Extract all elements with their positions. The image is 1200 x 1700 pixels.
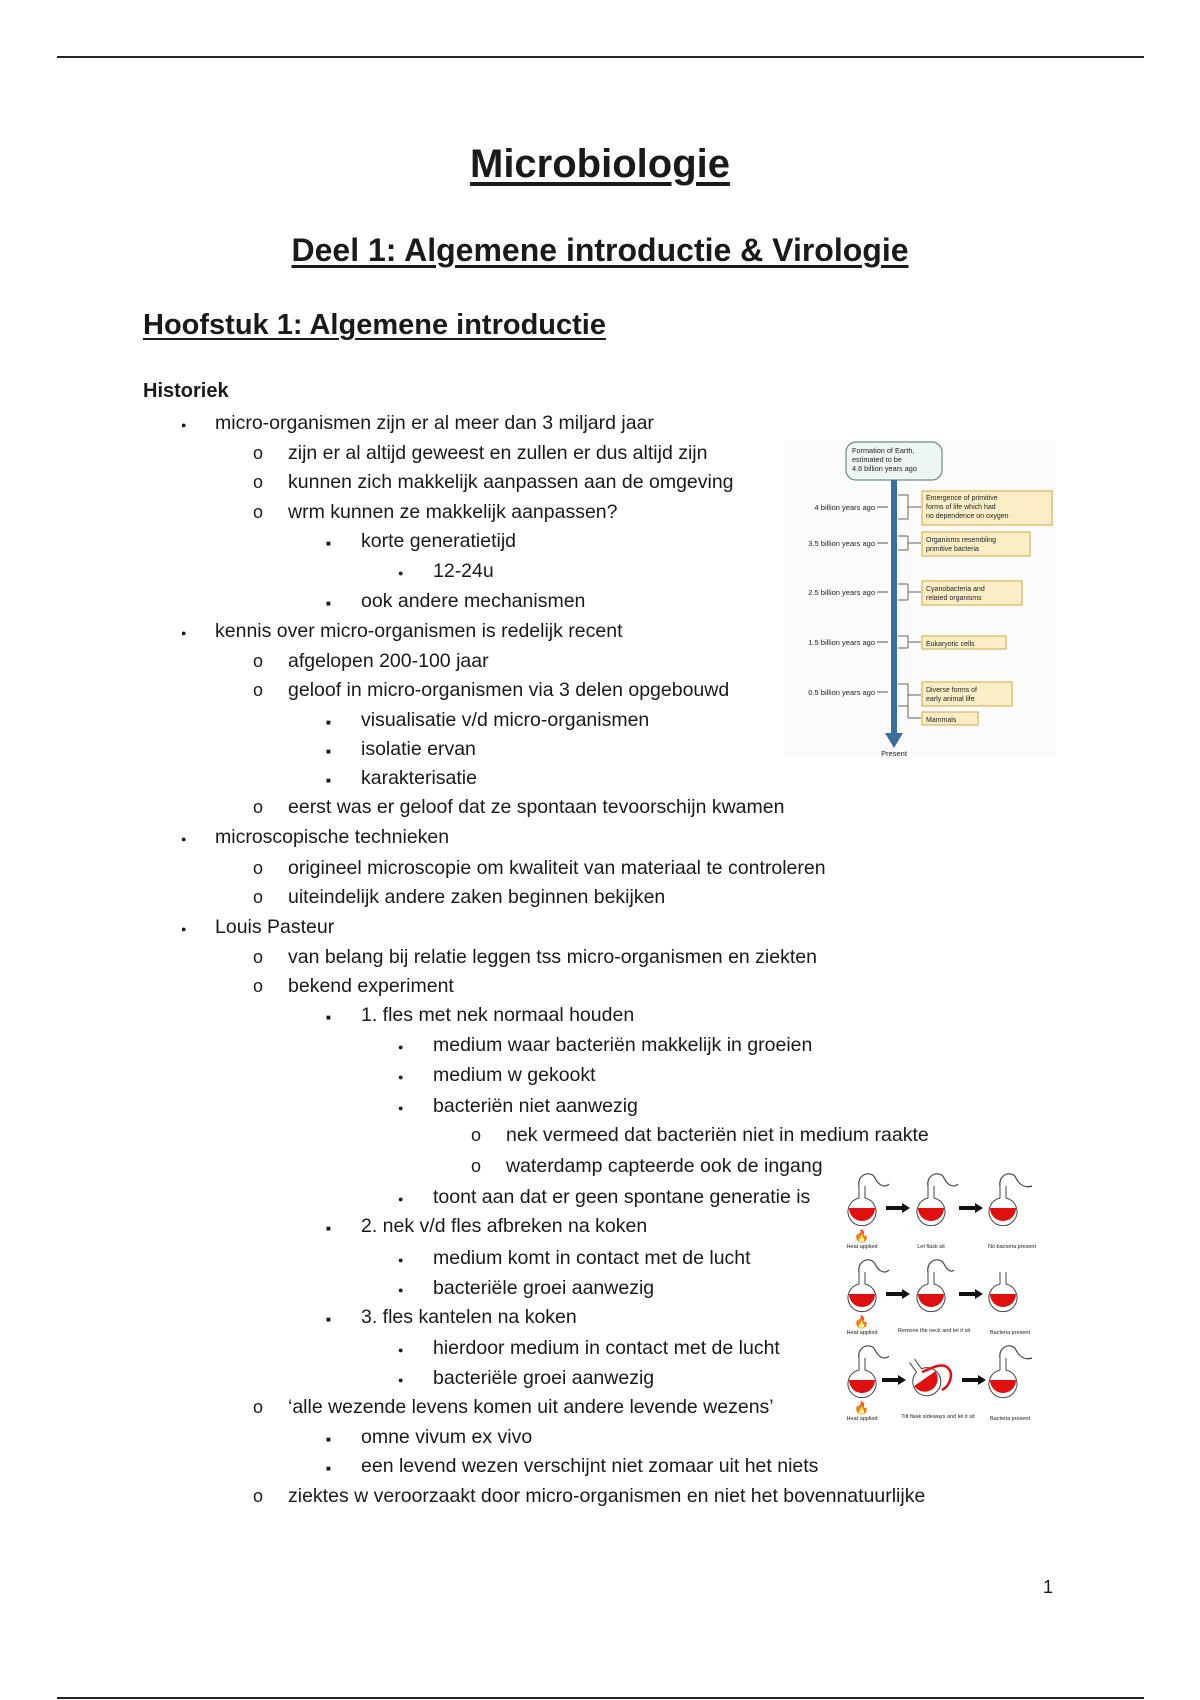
list-item: bacteriële groei aanwezig [433, 1367, 655, 1389]
flask-row-1 [847, 1174, 1037, 1250]
list-item: korte generatietijd [361, 530, 517, 552]
bullet-square-icon [326, 529, 331, 556]
list-item: medium w gekookt [433, 1064, 596, 1086]
bullet-circle-icon [253, 500, 263, 525]
list-item: omne vivum ex vivo [361, 1426, 533, 1448]
arrow-icon [882, 1378, 898, 1382]
list-item: van belang bij relatie leggen tss micro-organismen en ziekten [288, 946, 817, 968]
list-item: uiteindelijk andere zaken beginnen bekijken [288, 886, 666, 908]
bullet-circle-icon [253, 795, 263, 820]
bullet-disc-icon [398, 1366, 403, 1392]
list-item: kennis over micro-organismen is redelijk recent [215, 620, 623, 642]
bullet-square-icon [326, 1214, 331, 1241]
bullet-circle-icon [253, 974, 263, 999]
flask-caption: Heat applied [846, 1416, 878, 1422]
timeline-start-label: Formation of Earth, estimated to be 4.6 billion years ago [852, 446, 917, 473]
timeline-event-label: Mammals [926, 717, 957, 724]
list-item: 3. fles kantelen na koken [361, 1306, 577, 1328]
bullet-square-icon [326, 1425, 331, 1452]
list-item: hierdoor medium in contact met de lucht [433, 1337, 780, 1359]
arrow-icon [886, 1206, 902, 1210]
bullet-circle-icon [253, 1395, 263, 1420]
list-item: microscopische technieken [215, 826, 450, 848]
bullet-circle-icon [253, 945, 263, 970]
list-item: bacteriën niet aanwezig [433, 1095, 638, 1117]
list-item: kunnen zich makkelijk aanpassen aan de omgeving [288, 471, 734, 493]
bullet-disc-icon [398, 1276, 403, 1302]
timeline-time-label: 1.5 billion years ago [808, 638, 875, 647]
flask-caption: Heat applied [846, 1244, 878, 1250]
bullet-disc-icon [181, 411, 186, 437]
flask-caption: No bacteria present [988, 1244, 1036, 1250]
bullet-square-icon [326, 1454, 331, 1481]
list-item: bacteriële groei aanwezig [433, 1277, 655, 1299]
bullet-square-icon [326, 1305, 331, 1332]
document-title: Microbiologie [470, 142, 730, 186]
list-item: ziektes w veroorzaakt door micro-organismen en niet het bovennatuurlijke [288, 1485, 926, 1507]
list-item: geloof in micro-organismen via 3 delen opgebouwd [288, 679, 730, 701]
list-item: 12-24u [433, 560, 494, 582]
bullet-square-icon [326, 737, 331, 764]
page-number: 1 [1043, 1577, 1054, 1597]
bullet-disc-icon [398, 1094, 403, 1120]
bullet-circle-icon [253, 885, 263, 910]
list-item: Louis Pasteur [215, 916, 335, 938]
list-item: eerst was er geloof dat ze spontaan tevoorschijn kwamen [288, 796, 785, 818]
bullet-disc-icon [398, 1246, 403, 1272]
timeline-time-label: 3.5 billion years ago [808, 539, 875, 548]
bullet-disc-icon [398, 1185, 403, 1211]
list-item: 1. fles met nek normaal houden [361, 1004, 635, 1026]
list-item: ‘alle wezende levens komen uit andere levende wezens’ [288, 1396, 774, 1418]
arrow-icon [886, 1292, 902, 1296]
list-item: visualisatie v/d micro-organismen [361, 709, 650, 731]
timeline-event-label: Emergence of primitive forms of life which had no dependence on oxygen [926, 495, 1009, 520]
flask-caption: Remove the neck and let it sit [897, 1328, 971, 1334]
list-item: micro-organismen zijn er al meer dan 3 miljard jaar [215, 412, 654, 434]
list-item: een levend wezen verschijnt niet zomaar uit het niets [361, 1455, 819, 1477]
list-item: wrm kunnen ze makkelijk aanpassen? [288, 501, 618, 523]
arrow-icon [959, 1292, 975, 1296]
bullet-circle-icon [253, 649, 263, 674]
flask-caption: Tilt flask sideways and let it sit [901, 1414, 975, 1420]
timeline-time-label: 2.5 billion years ago [808, 588, 875, 597]
bullet-square-icon [326, 1003, 331, 1030]
list-item: afgelopen 200-100 jaar [288, 650, 489, 672]
arrow-icon [962, 1378, 978, 1382]
flask-caption: Let flask sit [917, 1244, 945, 1250]
flask-row-3 [847, 1346, 1032, 1422]
bullet-square-icon [326, 708, 331, 735]
flask-caption: Heat applied [846, 1330, 878, 1336]
flask-experiment-figure [842, 1168, 1054, 1430]
list-item: toont aan dat er geen spontane generatie is [433, 1186, 811, 1208]
list-item: bekend experiment [288, 975, 454, 997]
flame-icon: 🔥 [854, 1229, 869, 1243]
list-item: karakterisatie [361, 767, 477, 789]
top-rule [57, 56, 1144, 58]
timeline-arrowhead-icon [885, 733, 903, 748]
chapter-heading: Hoofstuk 1: Algemene introductie [143, 309, 606, 341]
bottom-rule [57, 1697, 1144, 1699]
timeline-event-label: Eukaryotic cells [926, 641, 975, 648]
list-item: origineel microscopie om kwaliteit van materiaal te controleren [288, 857, 826, 879]
list-item: 2. nek v/d fles afbreken na koken [361, 1215, 648, 1237]
flask-caption: Bacteria present [989, 1330, 1031, 1336]
list-item: ook andere mechanismen [361, 590, 586, 612]
arrow-icon [959, 1206, 975, 1210]
bullet-disc-icon [181, 915, 186, 941]
document-subtitle: Deel 1: Algemene introductie & Virologie [291, 232, 909, 268]
list-item: medium waar bacteriën makkelijk in groeien [433, 1034, 813, 1056]
bullet-disc-icon [398, 1033, 403, 1059]
list-item: nek vermeed dat bacteriën niet in medium raakte [506, 1124, 929, 1146]
bullet-circle-icon [471, 1154, 481, 1179]
flask-caption: Bacteria present [989, 1416, 1031, 1422]
bullet-disc-icon [398, 1063, 403, 1089]
bullet-disc-icon [398, 559, 403, 585]
flame-icon: 🔥 [854, 1401, 869, 1415]
list-item: isolatie ervan [361, 738, 476, 760]
timeline-figure [785, 440, 1055, 758]
bullet-circle-icon [253, 470, 263, 495]
bullet-disc-icon [398, 1336, 403, 1362]
timeline-time-label: 4 billion years ago [814, 503, 875, 512]
bullet-circle-icon [253, 441, 263, 466]
timeline-end-label: Present [881, 749, 907, 758]
timeline-event-label: Organisms resembling primitive bacteria [926, 537, 997, 553]
flame-icon: 🔥 [854, 1315, 869, 1329]
timeline-event-label: Cyanobacteria and related organisms [926, 586, 985, 602]
bullet-square-icon [326, 589, 331, 616]
bullet-circle-icon [253, 856, 263, 881]
list-item: waterdamp capteerde ook de ingang [506, 1155, 823, 1177]
bullet-disc-icon [181, 825, 186, 851]
timeline-event-label: Diverse forms of early animal life [926, 687, 977, 703]
list-item: zijn er al altijd geweest en zullen er dus altijd zijn [288, 442, 708, 464]
bullet-circle-icon [253, 1484, 263, 1509]
bullet-square-icon [326, 766, 331, 793]
flask-row-2 [847, 1260, 1031, 1336]
bullet-circle-icon [471, 1123, 481, 1148]
section-heading: Historiek [143, 380, 229, 402]
list-item: medium komt in contact met de lucht [433, 1247, 751, 1269]
timeline-time-label: 0.5 billion years ago [808, 688, 875, 697]
bullet-circle-icon [253, 678, 263, 703]
bullet-disc-icon [181, 619, 186, 645]
